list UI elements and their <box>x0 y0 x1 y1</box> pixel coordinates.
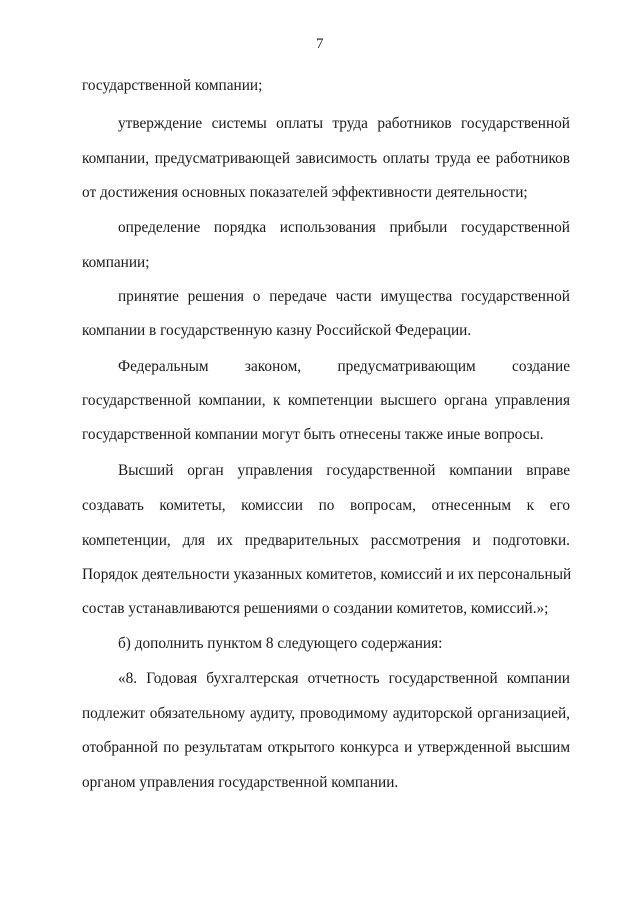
text-line: состав устанавливаются решениями о создании комитетов, комиссий.»; <box>82 600 549 617</box>
text-line: «8. Годовая бухгалтерская отчетность государственной компании <box>118 670 570 687</box>
text-line: Порядок деятельности указанных комитетов, комиссий и их персональный <box>82 566 572 583</box>
text-line: отобранной по результатам открытого конкурса и утвержденной высшим <box>82 739 570 756</box>
text-line: компетенции, для их предварительных рассмотрения и подготовки. <box>82 532 570 549</box>
text-line: государственной компании могут быть отнесены также иные вопросы. <box>82 426 544 443</box>
text-line: компании в государственную казну Российской Федерации. <box>82 322 472 339</box>
text-line: принятие решения о передаче части имущества государственной <box>118 288 570 305</box>
text-line: компании; <box>82 254 150 271</box>
text-line: государственной компании, к компетенции высшего органа управления <box>82 392 570 409</box>
text-line: компании, предусматривающей зависимость оплаты труда ее работников <box>82 150 570 167</box>
text-line: от достижения основных показателей эффективности деятельности; <box>82 184 528 201</box>
text-line: создавать комитеты, комиссии по вопросам, отнесенным к его <box>82 497 570 514</box>
text-line: органом управления государственной компании. <box>82 774 399 791</box>
text-line: подлежит обязательному аудиту, проводимому аудиторской организацией, <box>82 705 570 722</box>
text-line: Федеральным законом, предусматривающим создание <box>118 358 570 375</box>
text-line: определение порядка использования прибыли государственной <box>118 219 570 236</box>
text-line: Высший орган управления государственной компании вправе <box>118 462 570 479</box>
text-line: б) дополнить пунктом 8 следующего содержания: <box>118 635 443 652</box>
text-line: утверждение системы оплаты труда работников государственной <box>118 115 570 132</box>
page-number: 7 <box>316 36 324 52</box>
text-line: государственной компании; <box>82 77 263 94</box>
